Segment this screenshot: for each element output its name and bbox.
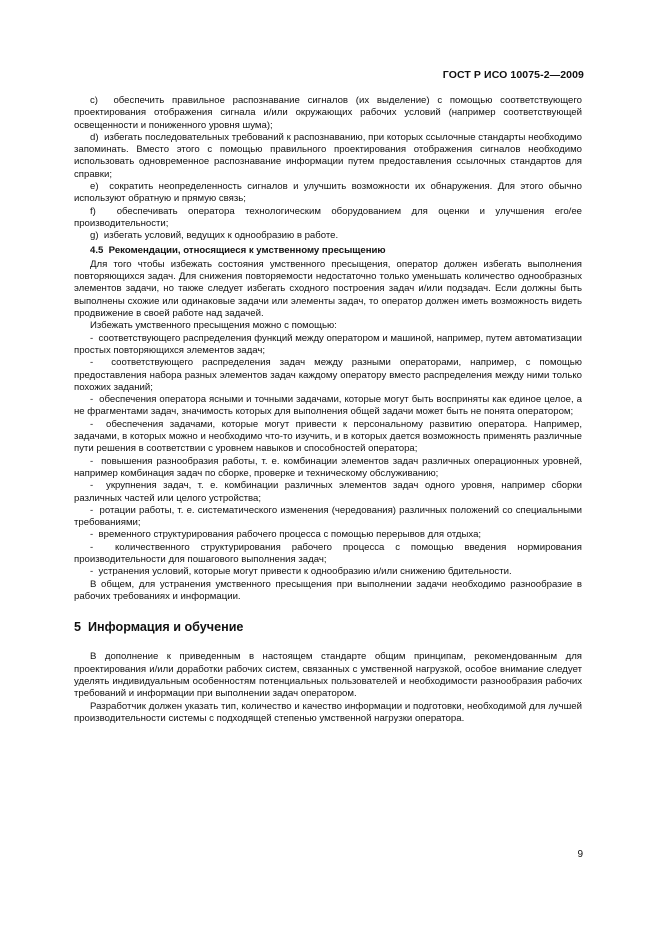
paragraph: Для того чтобы избежать состояния умственного пресыщения, оператор должен избегать выполнения повторяющихся задач. Для снижения повторяемости недостаточно только уменьшать количество однообразных элементов задачи, но также следует избегать сходного построения задач и/или подзадач. Если должны быть выполнены схожие или одинаковые задачи или элементы задач, то оператор должен иметь возможность видеть продвижение в своей работе над задачей.	[74, 258, 582, 320]
section-title: 5 Информация и обучение	[74, 620, 244, 635]
paragraph: Разработчик должен указать тип, количество и качество информации и подготовки, необходимой для лучшей производительности системы с подходящей степенью умственной нагрузки оператора.	[74, 700, 582, 724]
paragraph: Избежать умственного пресыщения можно с помощью:	[90, 320, 337, 332]
list-item-f: f) обеспечивать оператора технологическим оборудованием для оценки и улучшения его/ее производительности;	[74, 205, 582, 229]
bullet-item: - ротации работы, т. е. систематического изменения (чередования) различных положений со специальными требованиями;	[74, 504, 582, 529]
bullet-item: - повышения разнообразия работы, т. е. комбинации элементов задач различных операционных уровней, например комбинация задач по сборке, проверке и техническому обслуживанию;	[74, 455, 582, 479]
subsection-heading: 4.5 Рекомендации, относящиеся к умственному пресыщению	[90, 244, 386, 256]
bullet-item: - соответствующего распределения задач между разными операторами, например, с помощью предоставления набора разных элементов задач каждому оператору вместо распределения между ними только похожих заданий;	[74, 357, 582, 393]
list-item-c: c) обеспечить правильное распознавание сигналов (их выделение) с помощью соответствующего проектирования отображения сигнала и/или окружающих рабочих условий (например соответствующей освещенности и пониженного уровня шума);	[74, 95, 582, 131]
page-number: 9	[577, 849, 583, 860]
list-item-g: g) избегать условий, ведущих к однообразию в работе.	[90, 230, 339, 242]
bullet-item: - устранения условий, которые могут привести к однообразию и/или снижению бдительности.	[90, 566, 512, 578]
bullet-item: - временного структурирования рабочего процесса с помощью перерывов для отдыха;	[90, 529, 482, 541]
page-body	[74, 95, 582, 725]
bullet-item: - обеспечения оператора ясными и точными задачами, которые могут быть восприняты как единое целое, а не фрагментами задач, значимость которых для выполнения общей задачи может быть не понята оператором;	[74, 394, 582, 418]
bullet-item: - количественного структурирования рабочего процесса с помощью введения нормирования производительности для пошагового выполнения задач;	[74, 541, 582, 565]
paragraph: В общем, для устранения умственного пресыщения при выполнении задачи необходимо разнообразие в рабочих требованиях и информации.	[74, 578, 582, 602]
paragraph: В дополнение к приведенным в настоящем стандарте общим принципам, рекомендованным для проектирования и/или доработки рабочих систем, связанных с умственной нагрузкой, особое внимание следует уделять индивидуальным особенностям потенциальных пользователей и необходимости разнообразия рабочих требований и информации при выполнении задач оператором.	[74, 651, 582, 700]
bullet-item: - соответствующего распределения функций между оператором и машиной, например, путем автоматизации простых повторяющихся элементов задач;	[74, 332, 582, 356]
list-item-e: e) сократить неопределенность сигналов и улучшить возможности их обнаружения. Для этого обычно используют обратную и прямую связь;	[74, 181, 582, 205]
bullet-item: - укрупнения задач, т. е. комбинации различных элементов задач одного уровня, например сборки различных частей или целого устройства;	[74, 480, 582, 504]
list-item-d: d) избегать последовательных требований к распознаванию, при которых ссылочные стандарты необходимо запоминать. Вместо этого с помощью правильного проектирования отображения сигналов необходимо использовать одновременное распознавание информации путем предоставления ссылочных стандартов для справки;	[74, 131, 582, 180]
document-header: ГОСТ Р ИСО 10075-2—2009	[442, 69, 584, 81]
bullet-item: - обеспечения задачами, которые могут привести к персональному развитию оператора. Например, задачами, в которых можно и необходимо что-то изучить, и в которых дается возможность применять различные пути решения в соответствии с уровнем навыков и способностей оператора;	[74, 418, 582, 455]
